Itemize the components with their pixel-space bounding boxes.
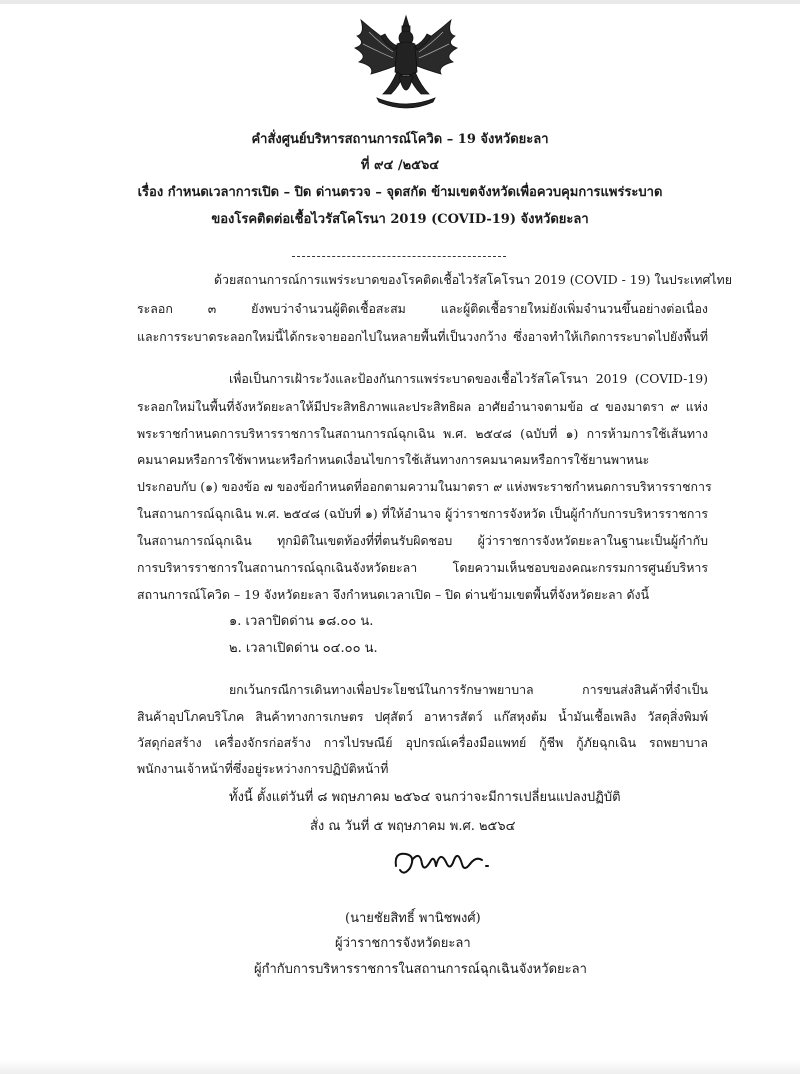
paragraph1-line: ระลอก ๓ ยังพบว่าจำนวนผู้ติดเชื้อสะสม และผู้ติดเชื้อรายใหม่ยังเพิ่มจำนวนขึ้นอย่างต่อเนื่อง xyxy=(137,301,708,316)
paragraph3-line: สินค้าอุปโภคบริโภค สินค้าทางการเกษตร ปศุสัตว์ อาหารสัตว์ แก๊สหุงต้ม น้ำมันเชื้อเพลิง วัสดุสิ่งพิมพ์ xyxy=(137,709,708,724)
signature-icon xyxy=(390,842,500,884)
paragraph2-line: สถานการณ์โควิด – 19 จังหวัดยะลา จึงกำหนดเวลาเปิด – ปิด ด่านข้ามเขตพื้นที่จังหวัดยะลา ดังนี้ xyxy=(137,587,650,602)
order-title: คำสั่งศูนย์บริหารสถานการณ์โควิด – 19 จังหวัดยะลา xyxy=(251,132,549,147)
scan-edge xyxy=(0,0,800,4)
header-separator xyxy=(292,256,506,257)
paragraph1-line: และการระบาดระลอกใหม่นี้ได้กระจายออกไปในหลายพื้นที่เป็นวงกว้าง ซึ่งอาจทำให้เกิดการระบาดไปยังพื้นที่ xyxy=(137,329,708,344)
paragraph2-line: คมนาคมหรือการใช้พาหนะหรือกำหนดเงื่อนไขการใช้เส้นทางการคมนาคมหรือการใช้ยานพาหนะ xyxy=(137,452,650,467)
paragraph2-line: ในสถานการณ์ฉุกเฉิน พ.ศ. ๒๕๔๘ (ฉบับที่ ๑) ที่ให้อำนาจ ผู้ว่าราชการจังหวัด เป็นผู้กำกับการบริหารราชการ xyxy=(137,506,709,521)
subject-line-2: ของโรคติดต่อเชื้อไวรัสโคโรนา 2019 (COVID-19) จังหวัดยะลา xyxy=(211,212,589,227)
paragraph2-line: เพื่อเป็นการเฝ้าระวังและป้องกันการแพร่ระบาดของเชื้อไวรัสโคโรนา 2019 (COVID-19) xyxy=(229,371,708,386)
paragraph1-line: ด้วยสถานการณ์การแพร่ระบาดของโรคติดเชื้อไวรัสโคโรนา 2019 (COVID - 19) ในประเทศไทย xyxy=(214,272,732,287)
paragraph3-line: วัสดุก่อสร้าง เครื่องจักรก่อสร้าง การไปรษณีย์ อุปกรณ์เครื่องมือแพทย์ กู้ชีพ กู้ภัยฉุกเฉิน รถพยาบาล xyxy=(137,735,708,750)
close-time: ๑. เวลาปิดด่าน ๑๘.๐๐ น. xyxy=(229,614,374,629)
signatory-position: ผู้ว่าราชการจังหวัดยะลา xyxy=(335,936,471,951)
signatory-position-2: ผู้กำกับการบริหารราชการในสถานการณ์ฉุกเฉินจังหวัดยะลา xyxy=(254,962,587,977)
paragraph3-line: พนักงานเจ้าหน้าที่ซึ่งอยู่ระหว่างการปฏิบัติหน้าที่ xyxy=(137,761,389,776)
order-number: ที่ ๙๔ /๒๕๖๔ xyxy=(360,158,440,173)
paragraph2-line: การบริหารราชการในสถานการณ์ฉุกเฉินจังหวัดยะลา โดยความเห็นชอบของคณะกรรมการศูนย์บริหาร xyxy=(137,560,708,575)
open-time: ๒. เวลาเปิดด่าน ๐๔.๐๐ น. xyxy=(229,641,378,656)
order-date: สั่ง ณ วันที่ ๕ พฤษภาคม พ.ศ. ๒๕๖๔ xyxy=(310,819,516,834)
paragraph2-line: ระลอกใหม่ในพื้นที่จังหวัดยะลาให้มีประสิทธิภาพและประสิทธิผล อาศัยอำนาจตามข้อ ๔ ของมาตรา ๙ แห่ง xyxy=(137,399,708,414)
paragraph2-line: พระราชกำหนดการบริหารราชการในสถานการณ์ฉุกเฉิน พ.ศ. ๒๕๔๘ (ฉบับที่ ๑) การห้ามการใช้เส้นทาง xyxy=(137,426,708,441)
paragraph2-line: ประกอบกับ (๑) ของข้อ ๗ ของข้อกำหนดที่ออกตามความในมาตรา ๙ แห่งพระราชกำหนดการบริหารราชการ xyxy=(137,479,712,494)
signatory-name: (นายชัยสิทธิ์ พานิชพงศ์) xyxy=(345,911,481,926)
effective-date: ทั้งนี้ ตั้งแต่วันที่ ๘ พฤษภาคม ๒๕๖๔ จนกว่าจะมีการเปลี่ยนแปลงปฏิบัติ xyxy=(229,790,621,805)
page-bottom-edge xyxy=(0,1060,800,1074)
paragraph2-line: ในสถานการณ์ฉุกเฉิน ทุกมิติในเขตท้องที่ที่ตนรับผิดชอบ ผู้ว่าราชการจังหวัดยะลาในฐานะเป็นผู้กำกับ xyxy=(137,533,708,548)
garuda-emblem-icon xyxy=(347,14,465,114)
paragraph3-line: ยกเว้นกรณีการเดินทางเพื่อประโยชน์ในการรักษาพยาบาล การขนส่งสินค้าที่จำเป็น xyxy=(229,682,708,697)
subject-line-1: เรื่อง กำหนดเวลาการเปิด – ปิด ด่านตรวจ – จุดสกัด ข้ามเขตจังหวัดเพื่อควบคุมการแพร่ระบาด xyxy=(137,185,663,200)
